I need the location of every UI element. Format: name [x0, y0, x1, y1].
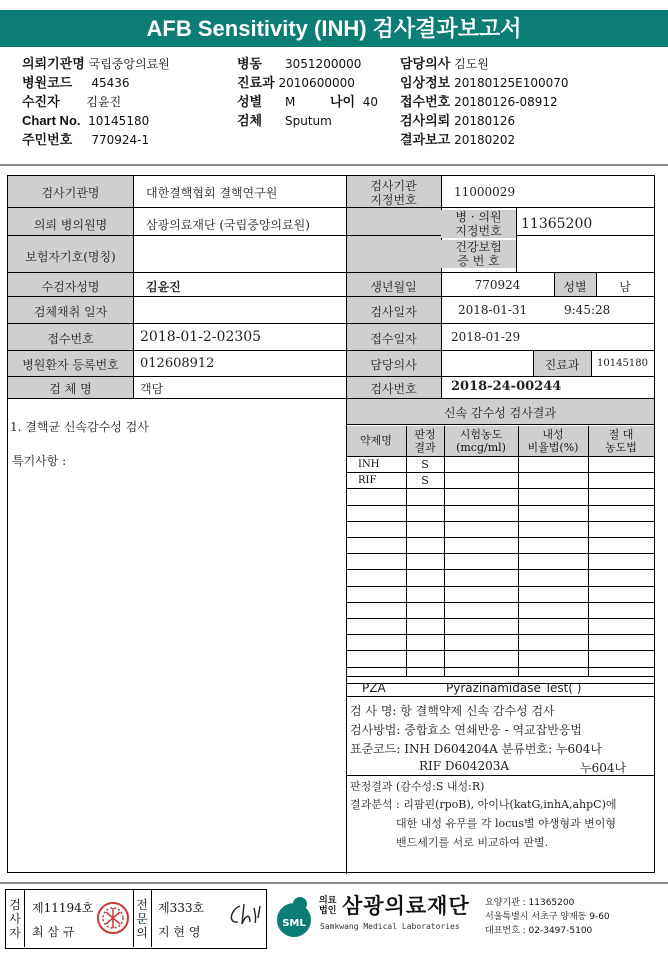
reg-no-label: 병원환자 등록번호 [22, 358, 119, 372]
org-name: 삼광의료재단 [342, 894, 470, 918]
result-form [7, 175, 655, 873]
req-hospital-value: 삼광의료재단 (국립중앙의료원) [146, 218, 310, 232]
result-judgement: S [421, 474, 429, 487]
hospital-code-label: 병 · 의원 지정번호 [441, 210, 516, 238]
test-no-label: 검사번호 [370, 382, 417, 396]
result-header-col-1: 판정 결과 [414, 428, 436, 454]
grid-line [346, 521, 654, 522]
result-header-col-3: 내성 비율법(%) [527, 428, 579, 454]
dept-label: 진료과 [544, 358, 580, 372]
hospital-code-value: 11365200 [521, 216, 593, 232]
grid-line [8, 296, 654, 297]
grid-line [346, 472, 654, 473]
header-resident-no: 주민번호 770924-1 [22, 132, 150, 147]
grid-line [8, 207, 346, 208]
grid-line [346, 602, 654, 603]
header-hospital-code: 병원코드 45436 [22, 75, 130, 90]
result-header-col-0: 약제명 [360, 434, 392, 447]
org-contact: 요양기관 : 11365200 서울특별시 서초구 양재동 9-60 대표번호 : 02-3497-5100 [485, 898, 610, 936]
grid-line [346, 667, 654, 668]
header-sex: 성별 M [237, 94, 296, 109]
expert-id: 제333호 [158, 901, 205, 915]
specimen-value: 객담 [140, 382, 164, 396]
grid-line [588, 426, 589, 676]
grid-line [8, 350, 654, 351]
result-header-col-4: 절 대 농도법 [605, 428, 637, 454]
collect-date-label: 검체채취 일자 [33, 305, 108, 319]
pza-label: PZA [362, 681, 386, 695]
lab-code-value: 11000029 [454, 185, 516, 199]
header-divider [0, 164, 668, 166]
birth-value: 770924 [474, 278, 521, 292]
notes-judgement: 판정결과 (감수성:S 내성:R) [350, 780, 485, 793]
grid-line [346, 650, 654, 651]
grid-line [133, 890, 134, 947]
test-time-value: 9:45:28 [564, 303, 611, 317]
sex-label: 성별 [563, 280, 587, 294]
lab-code-label: 검사기관 지정번호 [370, 179, 417, 207]
dept-value: 10145180 [597, 358, 648, 369]
special-notes-label: 특기사항 : [12, 454, 67, 468]
grid-line [8, 235, 654, 236]
receipt-date-value: 2018-01-29 [451, 330, 521, 344]
insured-label: 보험자기호(명칭) [25, 250, 116, 264]
notes-analysis-2: 대한 내성 유무를 각 locus별 야생형과 변이형 [396, 817, 617, 830]
grid-line [346, 488, 654, 489]
patient-name-label: 수검자성명 [41, 280, 100, 294]
header-request-date: 검사의뢰 20180126 [400, 113, 516, 128]
grid-line [346, 634, 654, 635]
grid-line [444, 426, 445, 676]
grid-line [346, 456, 654, 457]
notes-rif-code: RIF D604203A [419, 759, 510, 773]
org-prefix: 의료 법인 [319, 896, 337, 916]
notes-analysis-1: 결과분석 : 리팜핀(rpoB), 아이나(katG,inhA,ahpC)에 [350, 798, 617, 811]
svg-text:SML: SML [282, 918, 306, 929]
sex-value: 남 [619, 280, 631, 294]
header-clinical-info: 임상정보 20180125E100070 [400, 75, 569, 90]
expert-signature-icon [226, 900, 264, 930]
grid-line [516, 207, 517, 235]
result-drug: INH [358, 459, 380, 470]
birth-label: 생년월일 [370, 280, 417, 294]
header-patient: 수진자 김윤진 [22, 94, 122, 109]
header-ward: 병동 3051200000 [237, 56, 362, 71]
notes-rif-class: 누604나 [580, 761, 627, 775]
sml-logo-icon [272, 892, 316, 944]
result-header-col-2: 시험농도 (mcg/ml) [456, 428, 506, 454]
grid-line [24, 890, 25, 947]
header-specimen: 검체 Sputum [237, 113, 332, 128]
left-section-title: 1. 결핵균 신속감수성 검사 [10, 420, 149, 434]
specimen-label: 검 체 명 [49, 382, 92, 396]
header-receipt-no: 접수번호 20180126-08912 [400, 94, 558, 109]
header-requesting-org: 의뢰기관명 국립중앙의료원 [22, 56, 170, 71]
result-judgement: S [421, 458, 429, 471]
grid-line [346, 537, 654, 538]
notes-standard-code: 표준코드: INH D604204A 분류번호: 누604나 [350, 742, 602, 756]
expert-vertical-label: 전 문 의 [136, 898, 148, 940]
header-department: 진료과 2010600000 [237, 75, 355, 90]
receipt-no-value: 2018-01-2-02305 [140, 329, 262, 345]
grid-line [346, 505, 654, 506]
grid-line [346, 618, 654, 619]
org-english-name: Samkwang Medical Laboratories [320, 922, 460, 931]
lab-name-value: 대한결핵협회 결핵연구원 [146, 186, 278, 200]
notes-method: 검사방법: 중합효소 연쇄반응 - 역교잡반응법 [350, 723, 583, 737]
lab-name-label: 검사기관명 [41, 186, 100, 200]
grid-line [346, 676, 654, 677]
grid-line [346, 424, 654, 425]
grid-line [8, 323, 654, 324]
grid-line [346, 569, 654, 570]
header-age: 나이 40 [330, 94, 379, 109]
test-date-label: 검사일자 [370, 305, 417, 319]
test-date-value: 2018-01-31 [458, 303, 528, 317]
footer-divider [0, 882, 668, 884]
header-chart-no: Chart No. 10145180 [22, 113, 150, 128]
grid-line [346, 553, 654, 554]
reg-no-value: 012608912 [140, 356, 215, 371]
result-title: 신속 감수성 검사결과 [444, 406, 556, 420]
grid-line [8, 376, 654, 377]
req-hospital-label: 의뢰 병의원명 [33, 218, 108, 232]
notes-test-name: 검 사 명: 항 결핵약제 신속 감수성 검사 [350, 704, 555, 718]
expert-name: 지 현 영 [158, 925, 201, 939]
grid-line [346, 696, 654, 697]
report-title: AFB Sensitivity (INH) 검사결과보고서 [0, 10, 668, 47]
header-report-date: 결과보고 20180202 [400, 132, 516, 147]
tester-name: 최 삼 규 [32, 925, 75, 939]
grid-line [346, 207, 654, 208]
result-drug: RIF [358, 475, 377, 486]
grid-line [518, 426, 519, 676]
grid-line [151, 890, 152, 947]
pza-text: Pyrazinamidase Test( ) [446, 681, 582, 695]
grid-line [8, 398, 654, 399]
tester-id: 제11194호 [32, 901, 94, 915]
grid-line [8, 272, 654, 273]
insurance-no-label: 건강보험 증 번 호 [441, 240, 516, 268]
notes-analysis-3: 밴드세기를 서로 비교하여 판별. [396, 836, 549, 849]
grid-line [346, 775, 654, 776]
receipt-no-label: 접수번호 [47, 332, 94, 346]
grid-line [346, 586, 654, 587]
signature-box [5, 889, 267, 949]
receipt-date-label: 접수일자 [370, 332, 417, 346]
patient-name-value: 김윤진 [146, 280, 181, 294]
grid-line [516, 235, 517, 272]
tester-vertical-label: 검 사 자 [9, 898, 21, 940]
header-doctor: 담당의사 김도원 [400, 56, 489, 71]
test-no-value: 2018-24-00244 [451, 379, 562, 394]
doctor-label: 담당의사 [370, 358, 417, 372]
grid-line [133, 176, 134, 398]
tester-seal-icon [96, 900, 130, 936]
